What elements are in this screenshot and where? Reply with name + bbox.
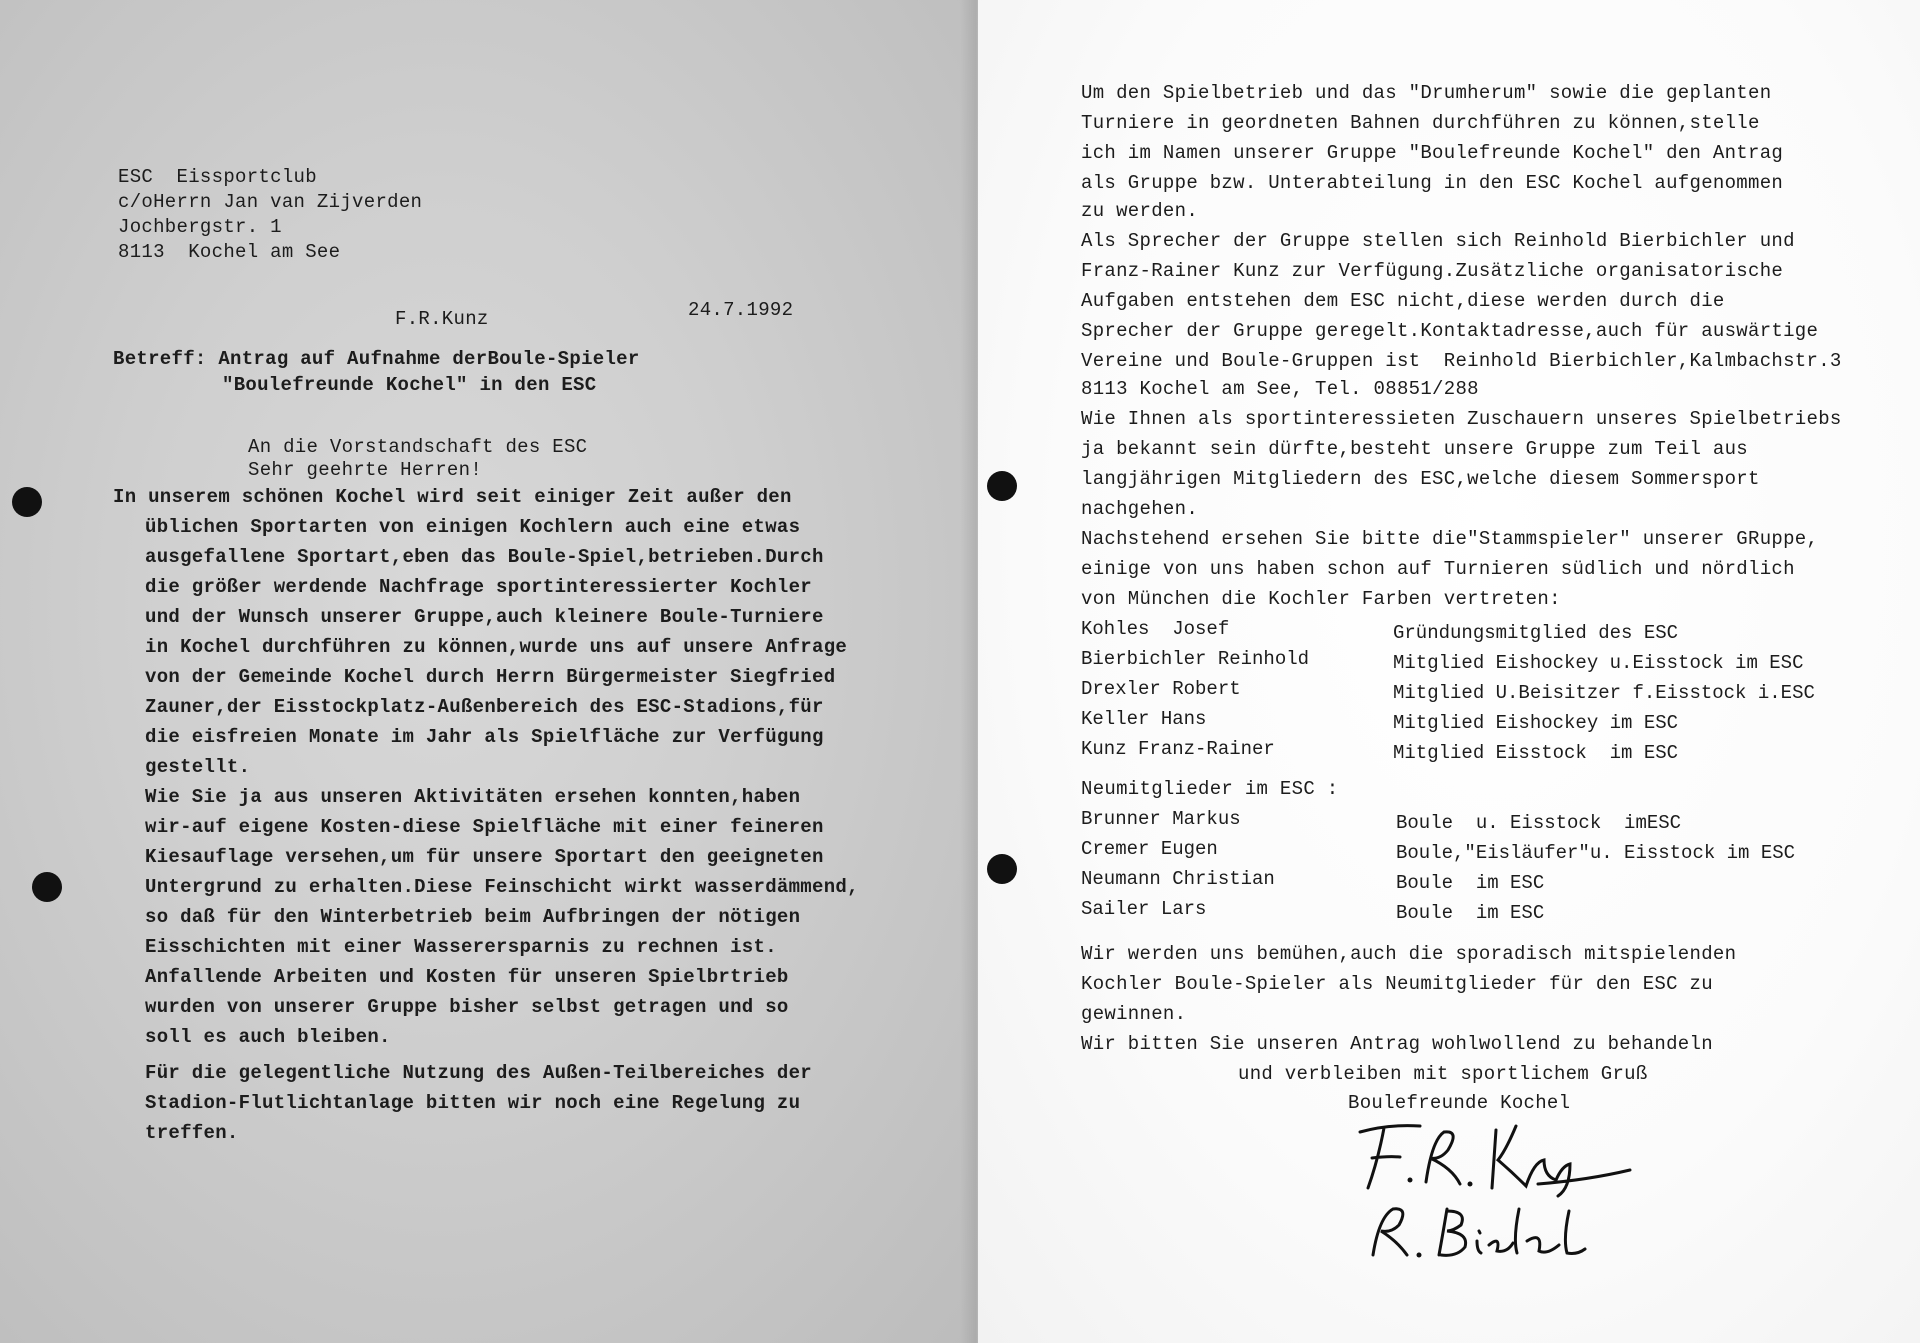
member-name: Brunner Markus: [1081, 808, 1241, 830]
member-name: Kunz Franz-Rainer: [1081, 738, 1275, 760]
member-role: Mitglied Eisstock im ESC: [1393, 742, 1679, 764]
body-line: Als Sprecher der Gruppe stellen sich Reinhold Bierbichler und: [1081, 230, 1795, 252]
body-line: als Gruppe bzw. Unterabteilung in den ESC Kochel aufgenommen: [1081, 172, 1784, 194]
recipient-line: An die Vorstandschaft des ESC: [248, 436, 588, 458]
punch-hole: [12, 487, 42, 517]
body-line: 8113 Kochel am See, Tel. 08851/288: [1081, 378, 1479, 400]
signature-group: Boulefreunde Kochel: [1348, 1092, 1571, 1114]
body-line: ich im Namen unserer Gruppe "Boulefreunde Kochel" den Antrag: [1081, 142, 1784, 164]
body-line: Um den Spielbetrieb und das "Drumherum" sowie die geplanten: [1081, 82, 1772, 104]
member-role: Mitglied Eishockey im ESC: [1393, 712, 1679, 734]
signature-2-drawing: [1363, 1195, 1613, 1265]
right-page: [978, 0, 1920, 1343]
address-line: 8113 Kochel am See: [118, 241, 341, 263]
body-line: In unserem schönen Kochel wird seit einiger Zeit außer den: [113, 486, 792, 508]
member-name: Bierbichler Reinhold: [1081, 648, 1310, 670]
body-line: Untergrund zu erhalten.Diese Feinschicht wirkt wasserdämmend,: [145, 876, 859, 898]
body-line: langjährigen Mitgliedern des ESC,welche diesem Sommersport: [1081, 468, 1760, 490]
member-name: Keller Hans: [1081, 708, 1207, 730]
member-role: Mitglied Eishockey u.Eisstock im ESC: [1393, 652, 1804, 674]
body-line: wurden von unserer Gruppe bisher selbst getragen und so: [145, 996, 789, 1018]
body-line: ja bekannt sein dürfte,besteht unsere Gruppe zum Teil aus: [1081, 438, 1749, 460]
address-line: Jochbergstr. 1: [118, 216, 282, 238]
member-name: Sailer Lars: [1081, 898, 1207, 920]
member-name: Neumann Christian: [1081, 868, 1275, 890]
body-line: Franz-Rainer Kunz zur Verfügung.Zusätzliche organisatorische: [1081, 260, 1784, 282]
body-line: Kochler Boule-Spieler als Neumitglieder für den ESC zu: [1081, 973, 1713, 995]
body-line: ausgefallene Sportart,eben das Boule-Spiel,betrieben.Durch: [145, 546, 824, 568]
body-line: treffen.: [145, 1122, 239, 1144]
body-line: Zauner,der Eisstockplatz-Außenbereich des ESC-Stadions,für: [145, 696, 824, 718]
body-line: von München die Kochler Farben vertreten:: [1081, 588, 1561, 610]
member-role: Gründungsmitglied des ESC: [1393, 622, 1679, 644]
body-line: Für die gelegentliche Nutzung des Außen-Teilbereiches der: [145, 1062, 813, 1084]
body-line: üblichen Sportarten von einigen Kochlern auch eine etwas: [145, 516, 801, 538]
body-line: nachgehen.: [1081, 498, 1199, 520]
signature-1-drawing: [1348, 1110, 1648, 1200]
body-line: Anfallende Arbeiten und Kosten für unseren Spielbrtrieb: [145, 966, 789, 988]
salutation: Sehr geehrte Herren!: [248, 459, 483, 481]
new-members-heading: Neumitglieder im ESC :: [1081, 778, 1339, 800]
body-line: gestellt.: [145, 756, 251, 778]
body-line: die größer werdende Nachfrage sportinteressierter Kochler: [145, 576, 813, 598]
body-line: Stadion-Flutlichtanlage bitten wir noch eine Regelung zu: [145, 1092, 801, 1114]
address-line: c/oHerrn Jan van Zijverden: [118, 191, 423, 213]
member-role: Mitglied U.Beisitzer f.Eisstock i.ESC: [1393, 682, 1815, 704]
closing-line: und verbleiben mit sportlichem Gruß: [1238, 1063, 1648, 1085]
body-line: Eisschichten mit einer Wasserersparnis zu rechnen ist.: [145, 936, 777, 958]
body-line: gewinnen.: [1081, 1003, 1187, 1025]
body-line: Wie Sie ja aus unseren Aktivitäten ersehen konnten,haben: [145, 786, 801, 808]
punch-hole: [32, 872, 62, 902]
body-line: Vereine und Boule-Gruppen ist Reinhold Bierbichler,Kalmbachstr.3: [1081, 350, 1842, 372]
body-line: Aufgaben entstehen dem ESC nicht,diese werden durch die: [1081, 290, 1725, 312]
body-line: und der Wunsch unserer Gruppe,auch kleinere Boule-Turniere: [145, 606, 824, 628]
body-line: Nachstehend ersehen Sie bitte die"Stammspieler" unserer GRuppe,: [1081, 528, 1819, 550]
letter-date: 24.7.1992: [688, 299, 794, 321]
member-role: Boule im ESC: [1396, 902, 1545, 924]
body-line: Kiesauflage versehen,um für unsere Sportart den geeigneten: [145, 846, 824, 868]
member-role: Boule,"Eisläufer"u. Eisstock im ESC: [1396, 842, 1796, 864]
body-line: Wir bitten Sie unseren Antrag wohlwollend zu behandeln: [1081, 1033, 1713, 1055]
body-line: wir-auf eigene Kosten-diese Spielfläche mit einer feineren: [145, 816, 824, 838]
member-name: Cremer Eugen: [1081, 838, 1218, 860]
body-line: in Kochel durchführen zu können,wurde uns auf unsere Anfrage: [145, 636, 848, 658]
subject-line: "Boulefreunde Kochel" in den ESC: [222, 374, 597, 396]
body-line: von der Gemeinde Kochel durch Herrn Bürgermeister Siegfried: [145, 666, 836, 688]
subject-line: Betreff: Antrag auf Aufnahme derBoule-Spieler: [113, 348, 640, 370]
punch-hole: [987, 854, 1017, 884]
sender-name: F.R.Kunz: [395, 308, 489, 330]
member-name: Drexler Robert: [1081, 678, 1241, 700]
member-role: Boule u. Eisstock imESC: [1396, 812, 1682, 834]
body-line: Turniere in geordneten Bahnen durchführen zu können,stelle: [1081, 112, 1760, 134]
body-line: Wir werden uns bemühen,auch die sporadisch mitspielenden: [1081, 943, 1737, 965]
body-line: so daß für den Winterbetrieb beim Aufbringen der nötigen: [145, 906, 801, 928]
punch-hole: [987, 471, 1017, 501]
body-line: Sprecher der Gruppe geregelt.Kontaktadresse,auch für auswärtige: [1081, 320, 1819, 342]
body-line: soll es auch bleiben.: [145, 1026, 391, 1048]
body-line: die eisfreien Monate im Jahr als Spielfläche zur Verfügung: [145, 726, 824, 748]
member-name: Kohles Josef: [1081, 618, 1230, 640]
body-line: Wie Ihnen als sportinteressieten Zuschauern unseres Spielbetriebs: [1081, 408, 1842, 430]
member-role: Boule im ESC: [1396, 872, 1545, 894]
body-line: einige von uns haben schon auf Turnieren südlich und nördlich: [1081, 558, 1795, 580]
address-line: ESC Eissportclub: [118, 166, 317, 188]
body-line: zu werden.: [1081, 200, 1199, 222]
